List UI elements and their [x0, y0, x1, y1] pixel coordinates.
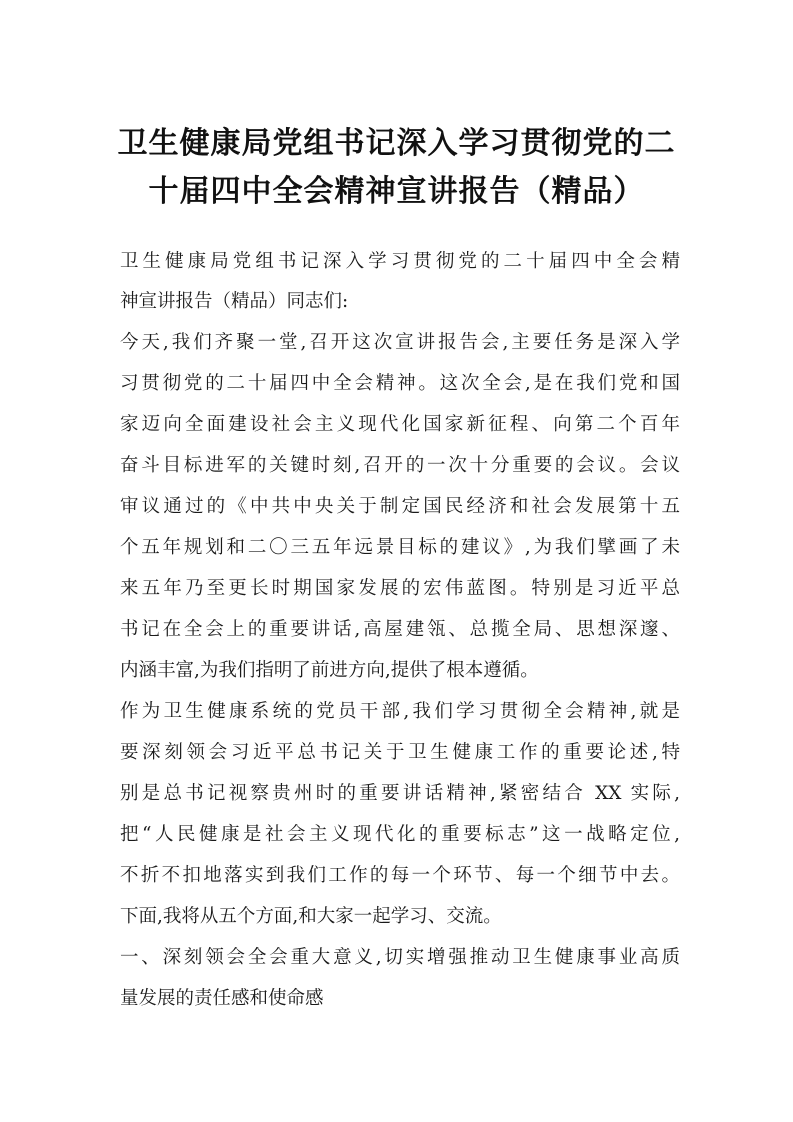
document-title-line-1: 卫生健康局党组书记深入学习贯彻党的二 [117, 126, 676, 161]
body-line: 内涵丰富,为我们指明了前进方向,提供了根本遵循。 [120, 660, 539, 681]
body-line: 卫生健康局党组书记深入学习贯彻党的二十届四中全会精 [120, 251, 680, 272]
body-line: 书记在全会上的重要讲话,高屋建瓴、总揽全局、思想深邃、 [120, 619, 680, 640]
body-line: 家迈向全面建设社会主义现代化国家新征程、向第二个百年 [120, 414, 680, 435]
body-line: 来五年乃至更长时期国家发展的宏伟蓝图。特别是习近平总 [120, 578, 680, 599]
body-line: 不折不扣地落实到我们工作的每一个环节、每一个细节中去。 [120, 865, 680, 886]
document-title-line-2: 十届四中全会精神宣讲报告（精品） [148, 174, 645, 209]
body-line: 奋斗目标进军的关键时刻,召开的一次十分重要的会议。会议 [120, 455, 680, 476]
body-line: 要深刻领会习近平总书记关于卫生健康工作的重要论述,特 [120, 742, 680, 763]
body-line: 把“人民健康是社会主义现代化的重要标志”这一战略定位, [120, 824, 680, 845]
body-line: 习贯彻党的二十届四中全会精神。这次全会,是在我们党和国 [120, 373, 680, 394]
body-line: 一、深刻领会全会重大意义,切实增强推动卫生健康事业高质 [120, 947, 680, 968]
body-line: 个五年规划和二〇三五年远景目标的建议》,为我们擘画了未 [120, 537, 680, 558]
body-line: 今天,我们齐聚一堂,召开这次宣讲报告会,主要任务是深入学 [120, 332, 680, 353]
body-line: 别是总书记视察贵州时的重要讲话精神,紧密结合 XX 实际, [120, 783, 680, 804]
body-line: 审议通过的《中共中央关于制定国民经济和社会发展第十五 [120, 496, 680, 517]
body-line: 神宣讲报告（精品）同志们: [120, 291, 349, 312]
body-line: 下面,我将从五个方面,和大家一起学习、交流。 [120, 906, 502, 927]
body-line: 作为卫生健康系统的党员干部,我们学习贯彻全会精神,就是 [120, 701, 680, 722]
body-line: 量发展的责任感和使命感 [120, 988, 324, 1009]
